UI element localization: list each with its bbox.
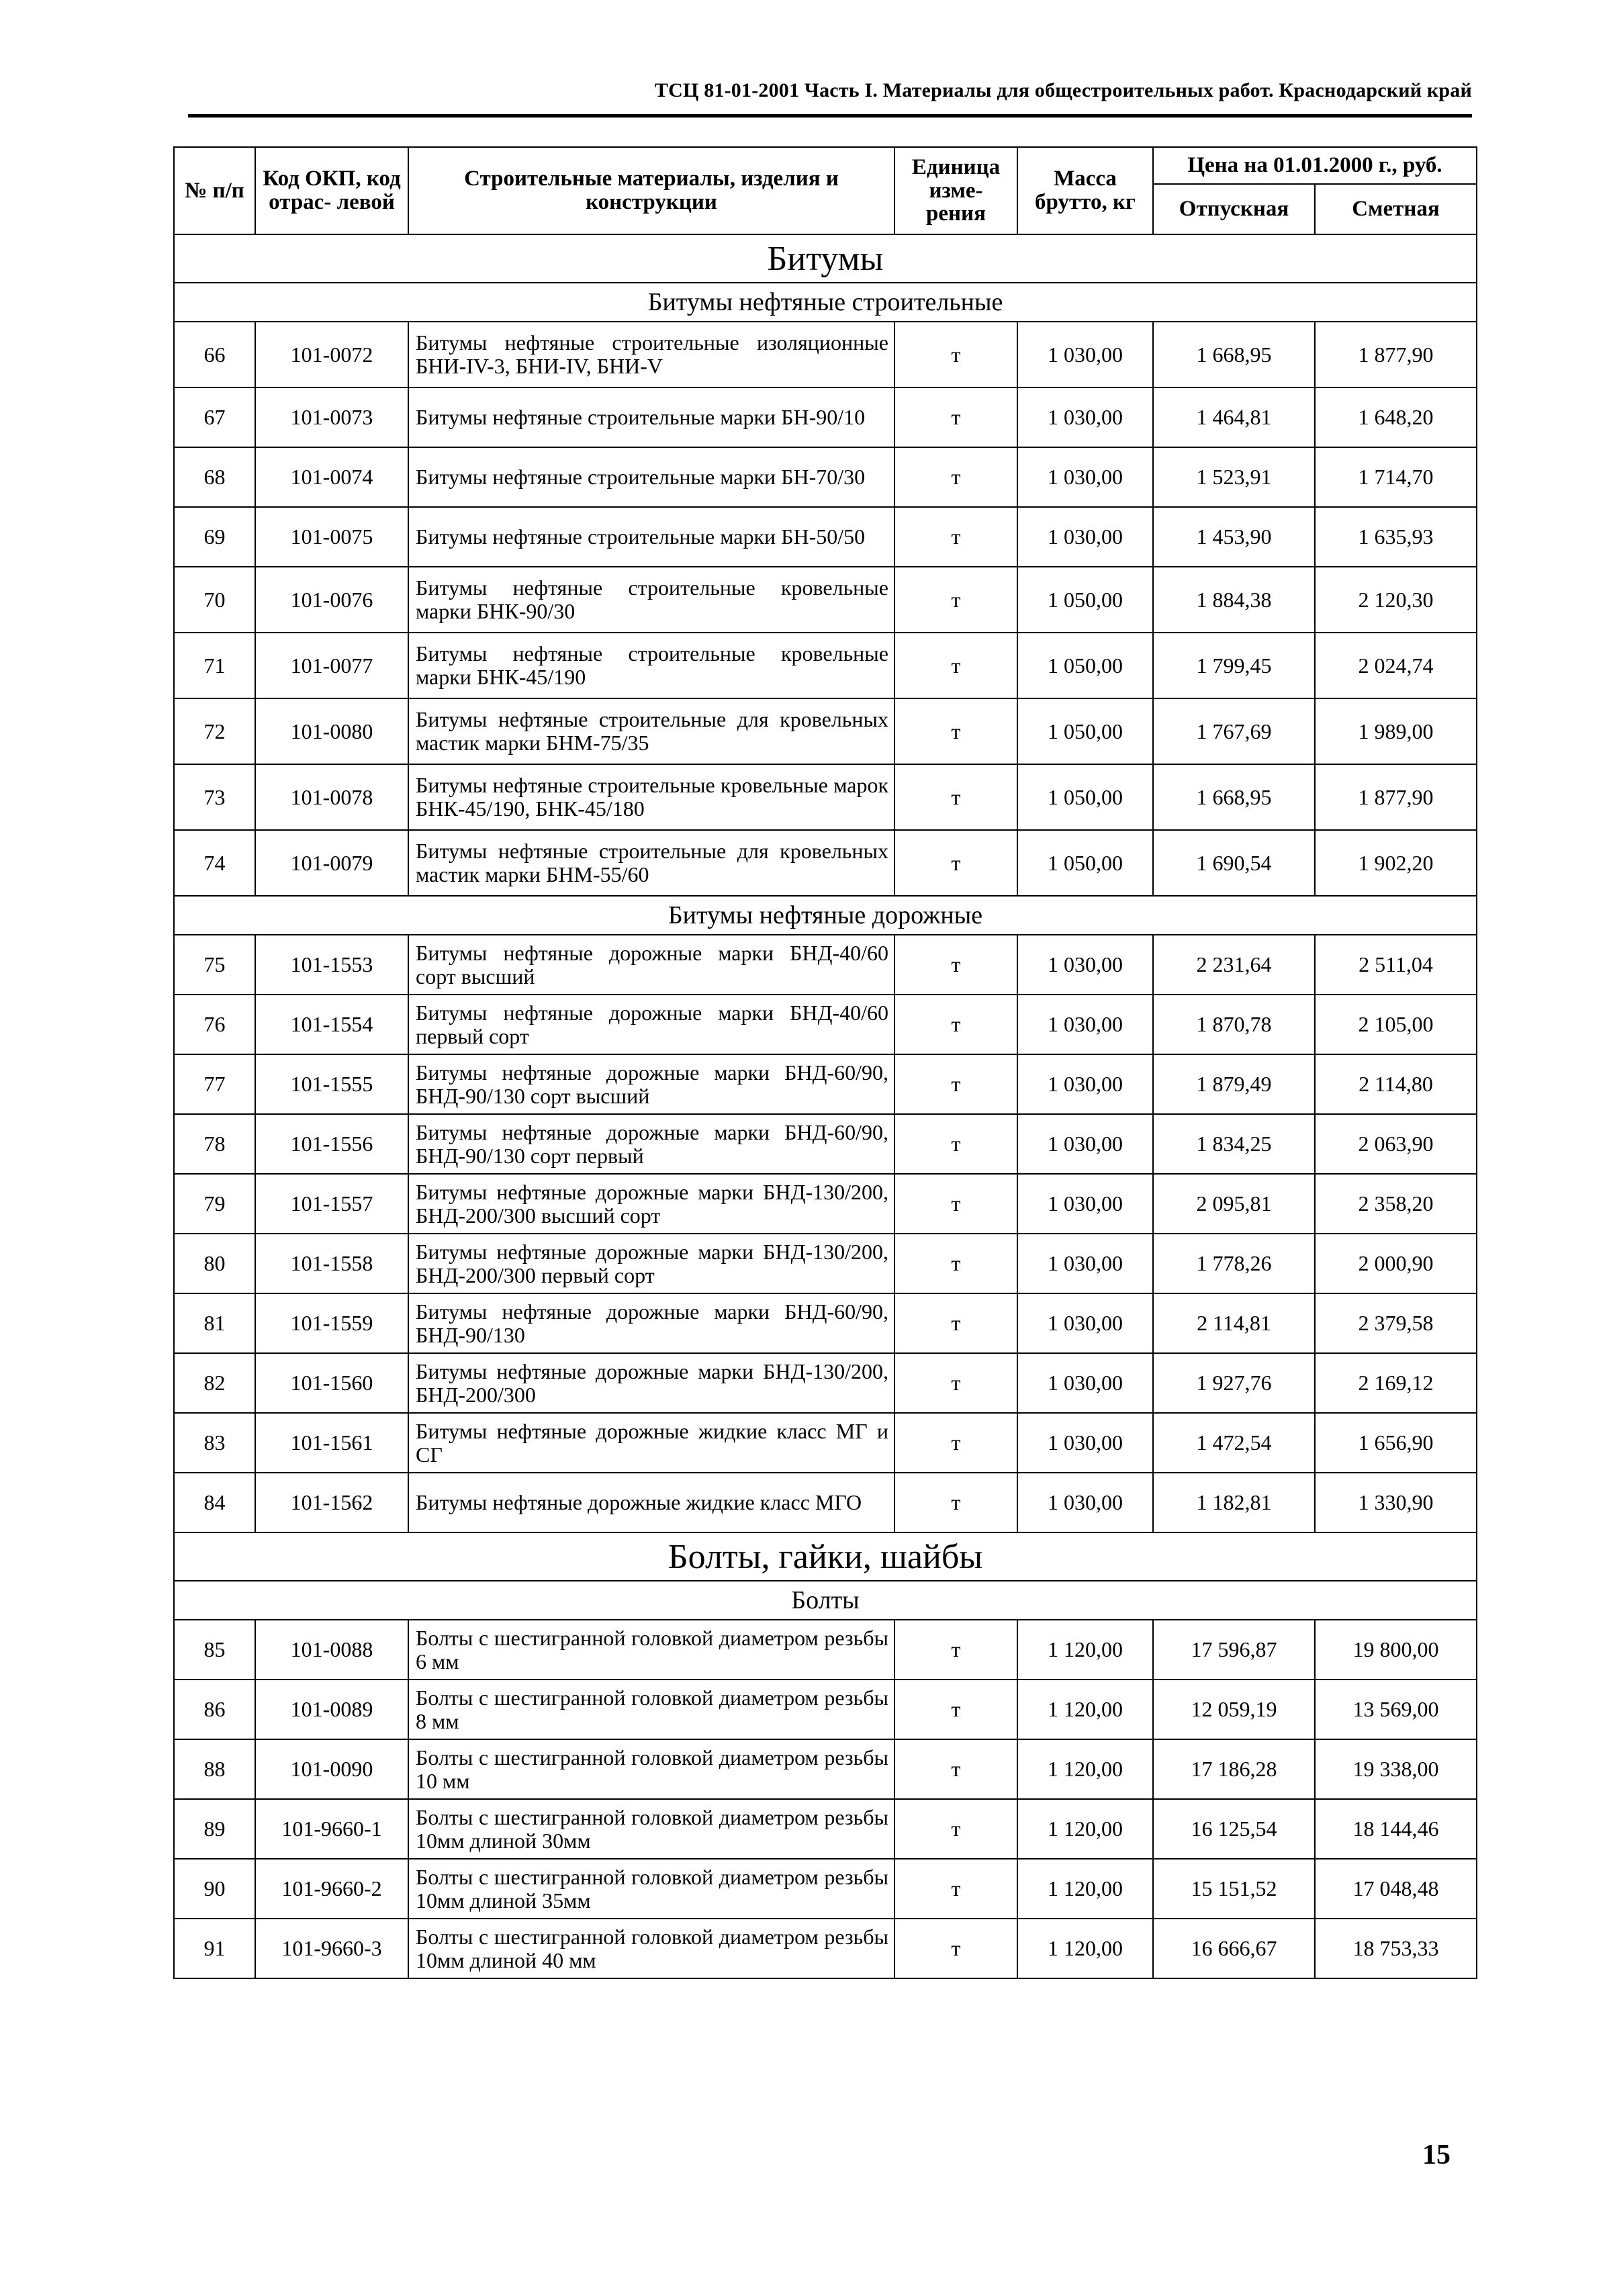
- row-num: 73: [174, 764, 255, 830]
- row-num: 79: [174, 1174, 255, 1234]
- row-unit: т: [894, 507, 1017, 567]
- row-price-estimate: 1 989,00: [1315, 698, 1477, 764]
- row-price-estimate: 1 656,90: [1315, 1413, 1477, 1473]
- subsection-title: Болты: [174, 1581, 1477, 1620]
- row-price-release: 1 834,25: [1153, 1114, 1315, 1174]
- row-name: Битумы нефтяные строительные кровельные марок БНК-45/190, БНК-45/180: [408, 764, 894, 830]
- table-row: [174, 1799, 1477, 1859]
- row-num: 81: [174, 1293, 255, 1353]
- row-price-release: 1 690,54: [1153, 830, 1315, 896]
- row-mass: 1 030,00: [1017, 387, 1153, 447]
- row-name: Битумы нефтяные строительные кровельные марки БНК-45/190: [408, 633, 894, 698]
- row-code: 101-0077: [255, 633, 408, 698]
- section-header: [174, 1532, 1477, 1581]
- row-code: 101-9660-3: [255, 1919, 408, 1978]
- subsection-title: Битумы нефтяные дорожные: [174, 896, 1477, 935]
- row-name: Битумы нефтяные дорожные марки БНД-60/90, БНД-90/130 сорт первый: [408, 1114, 894, 1174]
- row-code: 101-9660-1: [255, 1799, 408, 1859]
- row-unit: т: [894, 633, 1017, 698]
- row-price-estimate: 1 714,70: [1315, 447, 1477, 507]
- row-price-estimate: 2 105,00: [1315, 995, 1477, 1054]
- row-mass: 1 030,00: [1017, 1353, 1153, 1413]
- row-mass: 1 120,00: [1017, 1919, 1153, 1978]
- row-code: 101-0072: [255, 322, 408, 387]
- row-price-release: 17 596,87: [1153, 1620, 1315, 1680]
- row-mass: 1 030,00: [1017, 1174, 1153, 1234]
- row-price-estimate: 2 511,04: [1315, 935, 1477, 995]
- row-name: Битумы нефтяные строительные для кровельных мастик марки БНМ-75/35: [408, 698, 894, 764]
- row-mass: 1 030,00: [1017, 507, 1153, 567]
- table-row: [174, 995, 1477, 1054]
- row-num: 66: [174, 322, 255, 387]
- row-code: 101-1559: [255, 1293, 408, 1353]
- table-row: [174, 935, 1477, 995]
- row-num: 74: [174, 830, 255, 896]
- row-price-release: 1 523,91: [1153, 447, 1315, 507]
- row-unit: т: [894, 1859, 1017, 1919]
- row-code: 101-1557: [255, 1174, 408, 1234]
- row-unit: т: [894, 1680, 1017, 1739]
- row-num: 68: [174, 447, 255, 507]
- price-table: [173, 146, 1477, 1979]
- row-price-estimate: 2 024,74: [1315, 633, 1477, 698]
- row-price-estimate: 19 338,00: [1315, 1739, 1477, 1799]
- subsection-title: Битумы нефтяные строительные: [174, 283, 1477, 322]
- row-code: 101-1558: [255, 1234, 408, 1293]
- row-mass: 1 030,00: [1017, 1234, 1153, 1293]
- row-mass: 1 120,00: [1017, 1739, 1153, 1799]
- row-name: Болты с шестигранной головкой диаметром резьбы 6 мм: [408, 1620, 894, 1680]
- row-price-release: 1 884,38: [1153, 567, 1315, 633]
- row-price-release: 1 927,76: [1153, 1353, 1315, 1413]
- row-mass: 1 050,00: [1017, 567, 1153, 633]
- row-price-release: 12 059,19: [1153, 1680, 1315, 1739]
- section-title: Битумы: [174, 234, 1477, 283]
- row-num: 88: [174, 1739, 255, 1799]
- row-name: Болты с шестигранной головкой диаметром резьбы 10мм длиной 40 мм: [408, 1919, 894, 1978]
- row-unit: т: [894, 1054, 1017, 1114]
- row-unit: т: [894, 387, 1017, 447]
- row-name: Битумы нефтяные строительные марки БН-50/50: [408, 507, 894, 567]
- row-price-release: 1 668,95: [1153, 764, 1315, 830]
- row-unit: т: [894, 1234, 1017, 1293]
- row-num: 85: [174, 1620, 255, 1680]
- row-name: Битумы нефтяные дорожные марки БНД-130/200, БНД-200/300: [408, 1353, 894, 1413]
- row-price-release: 17 186,28: [1153, 1739, 1315, 1799]
- row-code: 101-1553: [255, 935, 408, 995]
- table-row: [174, 633, 1477, 698]
- row-mass: 1 030,00: [1017, 322, 1153, 387]
- row-code: 101-0078: [255, 764, 408, 830]
- row-price-release: 2 231,64: [1153, 935, 1315, 995]
- row-price-estimate: 1 877,90: [1315, 764, 1477, 830]
- row-unit: т: [894, 995, 1017, 1054]
- row-unit: т: [894, 447, 1017, 507]
- row-price-release: 1 453,90: [1153, 507, 1315, 567]
- row-code: 101-0080: [255, 698, 408, 764]
- row-price-estimate: 13 569,00: [1315, 1680, 1477, 1739]
- table-row: [174, 1413, 1477, 1473]
- row-num: 67: [174, 387, 255, 447]
- row-price-estimate: 19 800,00: [1315, 1620, 1477, 1680]
- table-row: [174, 1739, 1477, 1799]
- section-header: [174, 234, 1477, 283]
- row-code: 101-0089: [255, 1680, 408, 1739]
- row-mass: 1 030,00: [1017, 935, 1153, 995]
- row-code: 101-1561: [255, 1413, 408, 1473]
- row-mass: 1 050,00: [1017, 698, 1153, 764]
- table-row: [174, 322, 1477, 387]
- page-header: ТСЦ 81-01-2001 Часть I. Материалы для общестроительных работ. Краснодарский край: [654, 79, 1472, 101]
- row-name: Битумы нефтяные дорожные марки БНД-130/200, БНД-200/300 высший сорт: [408, 1174, 894, 1234]
- row-code: 101-1554: [255, 995, 408, 1054]
- row-code: 101-0075: [255, 507, 408, 567]
- row-num: 84: [174, 1473, 255, 1532]
- row-price-release: 1 472,54: [1153, 1413, 1315, 1473]
- row-num: 91: [174, 1919, 255, 1978]
- row-price-release: 16 125,54: [1153, 1799, 1315, 1859]
- col-header-mass: Масса брутто, кг: [1017, 147, 1153, 234]
- row-num: 82: [174, 1353, 255, 1413]
- table-row: [174, 1353, 1477, 1413]
- row-price-release: 1 668,95: [1153, 322, 1315, 387]
- row-price-estimate: 2 000,90: [1315, 1234, 1477, 1293]
- row-price-release: 1 464,81: [1153, 387, 1315, 447]
- row-price-release: 1 799,45: [1153, 633, 1315, 698]
- row-unit: т: [894, 1620, 1017, 1680]
- row-unit: т: [894, 1739, 1017, 1799]
- row-price-release: 1 182,81: [1153, 1473, 1315, 1532]
- row-code: 101-0074: [255, 447, 408, 507]
- table-row: [174, 1859, 1477, 1919]
- row-mass: 1 030,00: [1017, 1054, 1153, 1114]
- col-header-num: № п/п: [174, 147, 255, 234]
- row-mass: 1 050,00: [1017, 830, 1153, 896]
- col-header-code: Код ОКП, код отрас- левой: [255, 147, 408, 234]
- row-name: Битумы нефтяные дорожные марки БНД-60/90, БНД-90/130: [408, 1293, 894, 1353]
- row-price-estimate: 2 169,12: [1315, 1353, 1477, 1413]
- row-price-estimate: 18 753,33: [1315, 1919, 1477, 1978]
- row-price-estimate: 18 144,46: [1315, 1799, 1477, 1859]
- table-row: [174, 764, 1477, 830]
- row-code: 101-1556: [255, 1114, 408, 1174]
- row-code: 101-0076: [255, 567, 408, 633]
- row-unit: т: [894, 1919, 1017, 1978]
- row-num: 89: [174, 1799, 255, 1859]
- row-unit: т: [894, 1353, 1017, 1413]
- row-price-estimate: 1 648,20: [1315, 387, 1477, 447]
- row-num: 76: [174, 995, 255, 1054]
- row-num: 77: [174, 1054, 255, 1114]
- row-mass: 1 030,00: [1017, 1413, 1153, 1473]
- subsection-header: [174, 896, 1477, 935]
- row-name: Битумы нефтяные дорожные марки БНД-60/90, БНД-90/130 сорт высший: [408, 1054, 894, 1114]
- table-row: [174, 1054, 1477, 1114]
- col-header-name: Строительные материалы, изделия и конструкции: [408, 147, 894, 234]
- row-price-estimate: 2 063,90: [1315, 1114, 1477, 1174]
- row-num: 90: [174, 1859, 255, 1919]
- row-price-estimate: 1 635,93: [1315, 507, 1477, 567]
- row-price-estimate: 1 902,20: [1315, 830, 1477, 896]
- row-mass: 1 120,00: [1017, 1620, 1153, 1680]
- table-row: [174, 387, 1477, 447]
- row-num: 75: [174, 935, 255, 995]
- table-row: [174, 698, 1477, 764]
- row-name: Битумы нефтяные дорожные марки БНД-40/60 первый сорт: [408, 995, 894, 1054]
- row-code: 101-0079: [255, 830, 408, 896]
- row-mass: 1 030,00: [1017, 995, 1153, 1054]
- row-mass: 1 030,00: [1017, 1293, 1153, 1353]
- row-price-estimate: 2 114,80: [1315, 1054, 1477, 1114]
- row-unit: т: [894, 830, 1017, 896]
- row-mass: 1 030,00: [1017, 1114, 1153, 1174]
- row-mass: 1 050,00: [1017, 764, 1153, 830]
- table-row: [174, 1114, 1477, 1174]
- table-body: [174, 234, 1477, 1978]
- row-price-release: 1 767,69: [1153, 698, 1315, 764]
- table-row: [174, 1919, 1477, 1978]
- row-num: 72: [174, 698, 255, 764]
- row-code: 101-0073: [255, 387, 408, 447]
- row-price-release: 16 666,67: [1153, 1919, 1315, 1978]
- row-name: Битумы нефтяные дорожные марки БНД-130/200, БНД-200/300 первый сорт: [408, 1234, 894, 1293]
- row-name: Болты с шестигранной головкой диаметром резьбы 8 мм: [408, 1680, 894, 1739]
- col-header-price-estimate: Сметная: [1315, 184, 1477, 234]
- row-price-release: 1 778,26: [1153, 1234, 1315, 1293]
- row-code: 101-9660-2: [255, 1859, 408, 1919]
- table-row: [174, 1680, 1477, 1739]
- row-code: 101-1562: [255, 1473, 408, 1532]
- table-row: [174, 447, 1477, 507]
- row-mass: 1 030,00: [1017, 1473, 1153, 1532]
- row-name: Битумы нефтяные строительные марки БН-70/30: [408, 447, 894, 507]
- row-code: 101-0090: [255, 1739, 408, 1799]
- row-code: 101-0088: [255, 1620, 408, 1680]
- row-price-estimate: 2 379,58: [1315, 1293, 1477, 1353]
- row-price-estimate: 2 120,30: [1315, 567, 1477, 633]
- row-code: 101-1560: [255, 1353, 408, 1413]
- row-name: Битумы нефтяные дорожные марки БНД-40/60 сорт высший: [408, 935, 894, 995]
- row-mass: 1 030,00: [1017, 447, 1153, 507]
- row-name: Битумы нефтяные дорожные жидкие класс МГО: [408, 1473, 894, 1532]
- row-mass: 1 050,00: [1017, 633, 1153, 698]
- col-header-price-group: Цена на 01.01.2000 г., руб.: [1153, 147, 1477, 184]
- table-row: [174, 830, 1477, 896]
- row-num: 70: [174, 567, 255, 633]
- row-unit: т: [894, 935, 1017, 995]
- row-name: Битумы нефтяные строительные кровельные марки БНК-90/30: [408, 567, 894, 633]
- table-row: [174, 507, 1477, 567]
- row-unit: т: [894, 1174, 1017, 1234]
- row-name: Битумы нефтяные дорожные жидкие класс МГ и СГ: [408, 1413, 894, 1473]
- row-name: Болты с шестигранной головкой диаметром резьбы 10мм длиной 35мм: [408, 1859, 894, 1919]
- row-mass: 1 120,00: [1017, 1680, 1153, 1739]
- row-num: 78: [174, 1114, 255, 1174]
- row-mass: 1 120,00: [1017, 1859, 1153, 1919]
- row-price-estimate: 2 358,20: [1315, 1174, 1477, 1234]
- row-unit: т: [894, 322, 1017, 387]
- row-price-estimate: 1 330,90: [1315, 1473, 1477, 1532]
- section-title: Болты, гайки, шайбы: [174, 1532, 1477, 1581]
- subsection-header: [174, 1581, 1477, 1620]
- row-name: Битумы нефтяные строительные для кровельных мастик марки БНМ-55/60: [408, 830, 894, 896]
- row-unit: т: [894, 1114, 1017, 1174]
- table-row: [174, 1620, 1477, 1680]
- row-unit: т: [894, 1799, 1017, 1859]
- row-price-release: 1 870,78: [1153, 995, 1315, 1054]
- row-unit: т: [894, 698, 1017, 764]
- row-name: Битумы нефтяные строительные марки БН-90/10: [408, 387, 894, 447]
- row-code: 101-1555: [255, 1054, 408, 1114]
- row-price-estimate: 17 048,48: [1315, 1859, 1477, 1919]
- row-unit: т: [894, 1293, 1017, 1353]
- row-price-release: 2 114,81: [1153, 1293, 1315, 1353]
- row-name: Битумы нефтяные строительные изоляционные БНИ-IV-3, БНИ-IV, БНИ-V: [408, 322, 894, 387]
- row-price-release: 2 095,81: [1153, 1174, 1315, 1234]
- row-unit: т: [894, 1473, 1017, 1532]
- row-name: Болты с шестигранной головкой диаметром резьбы 10мм длиной 30мм: [408, 1799, 894, 1859]
- row-unit: т: [894, 764, 1017, 830]
- page-number: 15: [1422, 2140, 1451, 2170]
- table-row: [174, 1293, 1477, 1353]
- subsection-header: [174, 283, 1477, 322]
- row-unit: т: [894, 1413, 1017, 1473]
- table-row: [174, 1174, 1477, 1234]
- row-unit: т: [894, 567, 1017, 633]
- row-num: 86: [174, 1680, 255, 1739]
- table-row: [174, 567, 1477, 633]
- row-num: 71: [174, 633, 255, 698]
- row-num: 69: [174, 507, 255, 567]
- row-num: 83: [174, 1413, 255, 1473]
- table-row: [174, 1234, 1477, 1293]
- row-price-release: 15 151,52: [1153, 1859, 1315, 1919]
- col-header-price-release: Отпускная: [1153, 184, 1315, 234]
- row-price-release: 1 879,49: [1153, 1054, 1315, 1114]
- col-header-unit: Единица изме- рения: [894, 147, 1017, 234]
- table-row: [174, 1473, 1477, 1532]
- row-mass: 1 120,00: [1017, 1799, 1153, 1859]
- row-name: Болты с шестигранной головкой диаметром резьбы 10 мм: [408, 1739, 894, 1799]
- header-rule: [188, 114, 1472, 118]
- row-num: 80: [174, 1234, 255, 1293]
- row-price-estimate: 1 877,90: [1315, 322, 1477, 387]
